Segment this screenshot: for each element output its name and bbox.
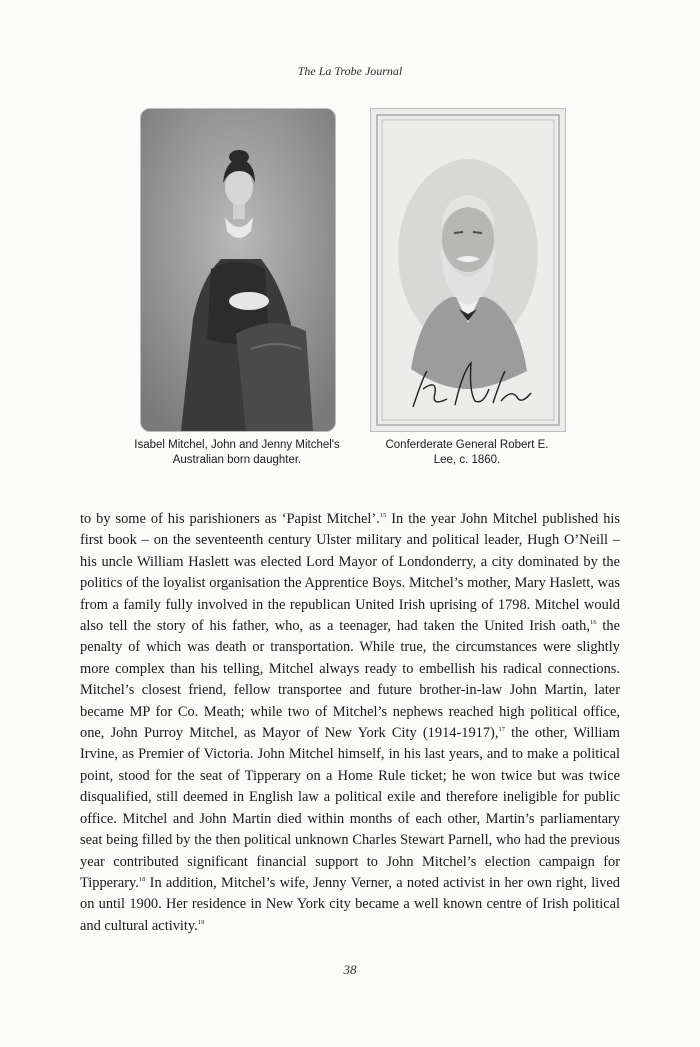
footnote-ref[interactable]: 18: [138, 876, 146, 884]
caption-line: Isabel Mitchel, John and Jenny Mitchel's: [134, 439, 340, 451]
caption-line: Australian born daughter.: [172, 454, 302, 466]
portrait-illustration: [371, 109, 565, 431]
page-number: 38: [343, 962, 357, 977]
body-text-run: the other, William Irvine, as Premier of Victoria. John Mitchel himself, in his last years, and to make a political point, stood for the seat of Tipperary on a Home Rule ticket; he won twice but was twice disqualified, still deemed in English law a political exile and therefore ineligible for public office. Mitchel and John Martin died within months of each other, Martin’s parliamentary seat being filled by the then political unknown Charles Stewart Parnell, who had the previous year contributed significant financial support to John Mitchel’s election campaign for Tipperary.: [80, 725, 620, 891]
photo-isabel-mitchel: [140, 108, 336, 432]
caption-line: Conferderate General Robert E.: [385, 439, 549, 451]
body-text-run: In the year John Mitchel published his first book – on the seventeenth century Ulster military and political leader, Hugh O’Neill – his uncle William Haslett was elected Lord Mayor of Londonderry, a city dominated by the politics of the loyalist organisation the Apprentice Boys. Mitchel’s mother, Mary Haslett, was from a family fully involved in the republican United Irish uprising of 1798. Mitchel would also tell the story of his father, who, as a teenager, had taken the United Irish oath,: [80, 511, 620, 635]
footnote-ref[interactable]: 16: [589, 619, 597, 627]
body-text-run: to by some of his parishioners as ‘Papist Mitchel’.: [80, 511, 380, 527]
running-title: The La Trobe Journal: [297, 64, 403, 78]
portrait-illustration: [141, 109, 335, 431]
footnote-ref[interactable]: 17: [498, 726, 505, 734]
photo-robert-e-lee: [370, 108, 566, 432]
figure-caption: [127, 438, 347, 468]
footnote-ref[interactable]: 19: [197, 918, 205, 926]
body-text-run: the penalty of which was death or transportation. While true, the circumstances were slightly more complex than his telling, Mitchel always ready to embellish his radical connections. Mitchel’s closest friend, fellow transportee and future brother-in-law John Martin, later became MP for Co. Meath; while two of Mitchel’s nephews reached high political office, one, John Purroy Mitchel, as Mayor of New York City (1914-1917),: [80, 618, 620, 742]
caption-line: Lee, c. 1860.: [433, 454, 501, 466]
figure-caption: [357, 438, 577, 468]
body-text-run: In addition, Mitchel’s wife, Jenny Verner, a noted activist in her own right, lived on until 1900. Her residence in New York city became a well known centre of Irish political and cultural activity.: [80, 874, 620, 934]
footnote-ref[interactable]: 15: [379, 512, 387, 520]
body-paragraph: [80, 509, 620, 937]
